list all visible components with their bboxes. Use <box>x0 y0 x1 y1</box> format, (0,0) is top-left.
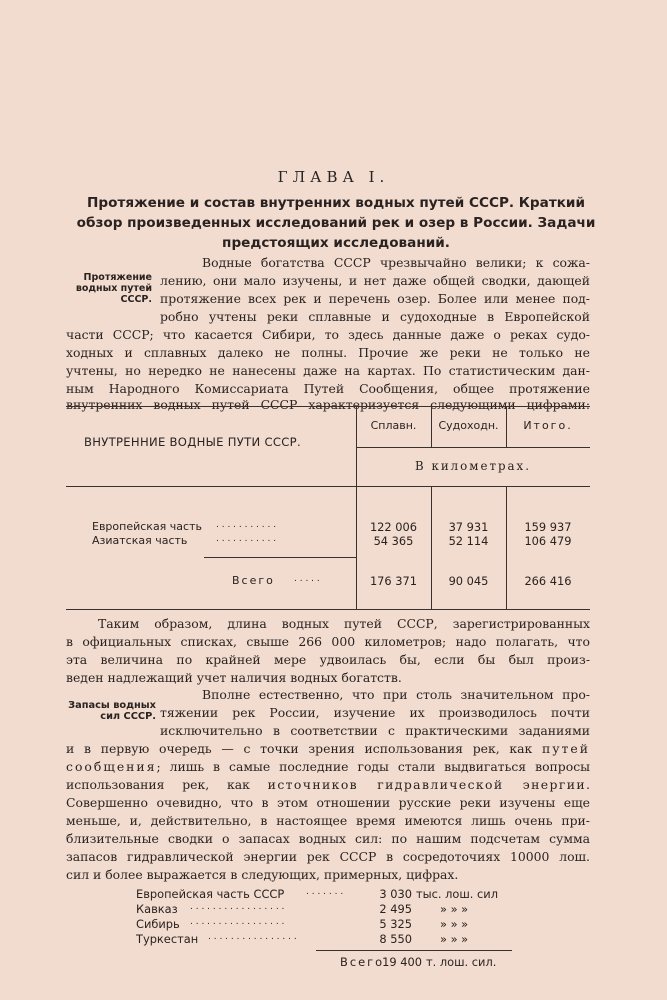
power-row-label: Европейская часть СССР <box>136 887 285 901</box>
paragraph-line: Водные богатства СССР чрезвычайно велики; к сожа- <box>202 255 590 270</box>
power-total-value: 19 400 <box>382 955 422 969</box>
power-row-unit: » » » <box>440 932 469 946</box>
paragraph-line: близительные сводки о запасах водных сил: по нашим подсчетам сумма <box>66 831 590 846</box>
cell-asia-floatable: 54 365 <box>373 534 414 548</box>
paragraph-line: тяжении рек России, изучение их производилось почти <box>160 705 590 720</box>
paragraph-line: меньше, и, действительно, в настоящее время имеются лишь очень при- <box>66 813 590 828</box>
row-label-europe: Европейская часть <box>92 520 202 533</box>
power-row-value: 8 550 <box>379 932 412 946</box>
power-row-label: Сибирь <box>136 917 180 931</box>
cell-asia-navigable: 52 114 <box>448 534 489 548</box>
text-run: использования рек, как <box>66 777 268 792</box>
paragraph-line: Таким образом, длина водных путей СССР, зарегистрированных <box>98 616 590 631</box>
table-rule <box>356 447 590 448</box>
paragraph-line: робно учтены реки сплавные и судоходные в Европейской <box>160 309 590 324</box>
sidenote-line: Запасы водных <box>68 700 156 711</box>
table-header-label: ВНУТРЕННИЕ ВОДНЫЕ ПУТИ СССР. <box>84 435 301 449</box>
emphasis-text: путей <box>542 741 590 756</box>
cell-europe-total: 159 937 <box>524 520 572 534</box>
title-line: обзор произведенных исследований рек и озер в России. Задачи <box>76 215 596 231</box>
cell-asia-total: 106 479 <box>524 534 572 548</box>
sidenote-length <box>64 272 152 305</box>
cell-europe-navigable: 37 931 <box>448 520 489 534</box>
cell-total-total: 266 416 <box>524 574 572 588</box>
cell-total-navigable: 90 045 <box>448 574 489 588</box>
paragraph-line: внутренних водных путей СССР характеризуется следующими цифрами: <box>66 397 590 412</box>
cell-europe-floatable: 122 006 <box>369 520 418 534</box>
sidenote-line: Протяжение <box>83 272 152 283</box>
power-row-value: 2 495 <box>379 902 412 916</box>
power-row-label: Кавказ <box>136 902 178 916</box>
table-divider <box>506 487 507 609</box>
paragraph-line: Вполне естественно, что при столь значительном про- <box>202 687 590 702</box>
row-label-asia: Азиатская часть <box>92 534 188 547</box>
row-dots: . . . . . . . <box>306 887 344 897</box>
paragraph-line: исключительно в соответствии с практическими заданиями <box>160 723 590 738</box>
power-total-label: Всего <box>340 955 385 969</box>
sidenote-water-power <box>60 700 156 722</box>
paragraph-line: в официальных списках, свыше 266 000 километров; надо полагать, что <box>66 634 590 649</box>
sum-rule <box>316 950 512 951</box>
power-total-unit: т. лош. сил. <box>426 955 497 969</box>
power-row-value: 5 325 <box>379 917 412 931</box>
emphasis-text: сообщения <box>66 759 157 774</box>
title-line: предстоящих исследований. <box>222 235 450 251</box>
column-header-floatable: Сплавн. <box>370 419 417 432</box>
table-rule <box>204 557 356 558</box>
total-label: Всего <box>232 574 275 587</box>
row-dots: . . . . . . . . . . . . . . . . <box>208 932 297 942</box>
table-divider <box>431 487 432 609</box>
table-rule <box>66 486 590 487</box>
row-dots: . . . . . . . . . . . <box>216 534 277 544</box>
row-dots: . . . . . <box>294 574 320 584</box>
row-dots: . . . . . . . . . . . <box>216 520 277 530</box>
emphasis-text: источников гидравлической энергии <box>267 777 587 792</box>
chapter-title <box>68 193 604 253</box>
waterways-table <box>66 406 590 610</box>
power-row-value: 3 030 <box>379 887 412 901</box>
paragraph-line <box>66 758 590 776</box>
row-dots: . . . . . . . . . . . . . . . . . <box>190 902 285 912</box>
paragraph-line: запасов гидравлической энергии рек СССР в сосредоточиях 10000 лош. <box>66 849 590 864</box>
power-row-unit: » » » <box>440 917 469 931</box>
paragraph-line <box>66 776 590 794</box>
paragraph-line: протяжение всех рек и перечень озер. Более или менее под- <box>160 291 590 306</box>
row-dots: . . . . . . . . . . . . . . . . . <box>190 917 285 927</box>
title-line: Протяжение и состав внутренних водных путей СССР. Краткий <box>87 195 585 211</box>
sidenote-line: водных путей <box>75 283 152 294</box>
paragraph-line: учтены, но нередко не нанесены даже на картах. По статистическим дан- <box>66 363 590 378</box>
paragraph-line: сил и более выражается в следующих, примерных, цифрах. <box>66 867 459 882</box>
paragraph-line <box>66 740 590 758</box>
paragraph-line: эта величина по крайней мере удвоилась бы, если бы был произ- <box>66 652 590 667</box>
text-run: и в первую очередь — с точки зрения использования рек, как <box>66 741 542 756</box>
unit-label: В километрах. <box>415 459 531 473</box>
power-row-unit: тыс. лош. сил <box>416 887 498 901</box>
sidenote-line: СССР. <box>120 294 152 305</box>
power-row-unit: » » » <box>440 902 469 916</box>
paragraph-line: ходных и сплавных далеко не полны. Прочие же реки не только не <box>66 345 590 360</box>
chapter-heading: ГЛАВА I. <box>277 168 390 186</box>
text-run: ; лишь в самые последние годы стали выдвигаться вопросы <box>156 759 590 774</box>
column-header-navigable: Судоходн. <box>438 419 499 432</box>
paragraph-line: части СССР; что касается Сибири, то здесь данные даже о реках судо- <box>66 327 590 342</box>
paragraph-line: ным Народного Комиссариата Путей Сообщения, общее протяжение <box>66 381 590 396</box>
column-header-total: Итого. <box>523 419 573 432</box>
paragraph-line: Совершенно очевидно, что в этом отношении русские реки изучены еще <box>66 795 590 810</box>
cell-total-floatable: 176 371 <box>369 574 418 588</box>
text-run: . <box>586 777 590 792</box>
paragraph-line: веден надлежащий учет наличия водных богатств. <box>66 670 402 685</box>
power-row-label: Туркестан <box>136 932 199 946</box>
paragraph-line: лению, они мало изучены, и нет даже общей сводки, дающей <box>160 273 590 288</box>
sidenote-line: сил СССР. <box>100 711 156 722</box>
